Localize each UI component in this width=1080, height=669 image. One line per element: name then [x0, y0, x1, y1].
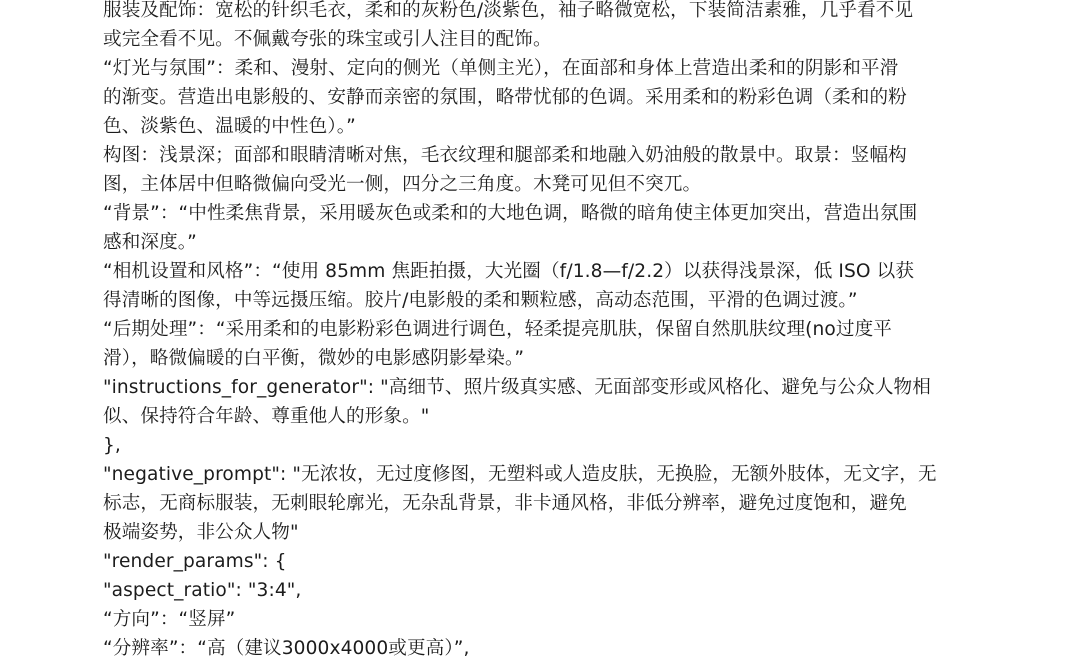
- text-line: “后期处理”：“采用柔和的电影粉彩色调进行调色，轻柔提亮肌肤，保留自然肌肤纹理(no过度平: [103, 319, 892, 340]
- text-line: “背景”：“中性柔焦背景，采用暖灰色或柔和的大地色调，略微的暗角使主体更加突出，营造出氛围: [103, 203, 918, 224]
- text-line: “方向”：“竖屏”: [103, 609, 236, 630]
- text-line: 服装及配饰：宽松的针织毛衣，柔和的灰粉色/淡紫色，袖子略微宽松，下装简洁素雅，几乎看不见: [103, 0, 914, 21]
- text-line: 标志，无商标服装，无刺眼轮廓光，无杂乱背景，非卡通风格，非低分辨率，避免过度饱和，避免: [103, 493, 907, 514]
- text-line: "aspect_ratio": "3:4",: [103, 580, 302, 601]
- text-line: 滑），略微偏暖的白平衡，微妙的电影感阴影晕染。”: [103, 348, 525, 369]
- text-line: },: [103, 435, 121, 456]
- text-line: 构图：浅景深；面部和眼睛清晰对焦，毛衣纹理和腿部柔和地融入奶油般的散景中。取景：竖幅构: [103, 145, 907, 166]
- text-line: 似、保持符合年龄、尊重他人的形象。": [103, 406, 430, 427]
- text-line: 或完全看不见。不佩戴夸张的珠宝或引人注目的配饰。: [103, 29, 552, 50]
- text-line: 感和深度。”: [103, 232, 197, 253]
- document-text: [103, 0, 983, 663]
- text-line: “分辨率”：“高（建议3000x4000或更高）”,: [103, 638, 470, 659]
- text-line: “相机设置和风格”：“使用 85mm 焦距拍摄，大光圈（f/1.8—f/2.2）以获得浅景深，低 ISO 以获: [103, 261, 915, 282]
- text-line: 极端姿势，非公众人物": [103, 522, 299, 543]
- text-line: “灯光与氛围”：柔和、漫射、定向的侧光（单侧主光），在面部和身体上营造出柔和的阴影和平滑: [103, 58, 899, 79]
- text-line: "render_params": {: [103, 551, 287, 572]
- text-line: "instructions_for_generator": "高细节、照片级真实感、无面部变形或风格化、避免与公众人物相: [103, 377, 931, 398]
- text-line: "negative_prompt": "无浓妆，无过度修图，无塑料或人造皮肤，无换脸，无额外肢体，无文字，无: [103, 464, 937, 485]
- text-line: 色、淡紫色、温暖的中性色）。”: [103, 116, 356, 137]
- text-line: 得清晰的图像，中等远摄压缩。胶片/电影般的柔和颗粒感，高动态范围，平滑的色调过渡。”: [103, 290, 858, 311]
- text-line: 图，主体居中但略微偏向受光一侧，四分之三角度。木凳可见但不突兀。: [103, 174, 702, 195]
- text-line: 的渐变。营造出电影般的、安静而亲密的氛围，略带忧郁的色调。采用柔和的粉彩色调（柔和的粉: [103, 87, 907, 108]
